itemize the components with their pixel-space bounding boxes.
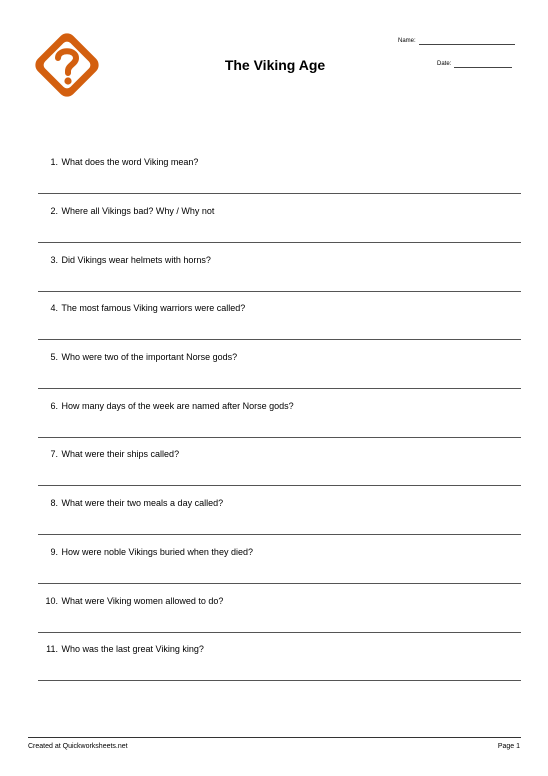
question-prompt: Who were two of the important Norse gods? (61, 352, 238, 362)
page-number: Page 1 (497, 743, 520, 750)
question-item (0, 547, 548, 596)
answer-line[interactable] (38, 291, 521, 292)
answer-line[interactable] (38, 680, 521, 681)
answer-line[interactable] (38, 193, 521, 194)
question-prompt: Did Vikings wear helmets with horns? (61, 255, 211, 265)
question-text (28, 547, 508, 558)
question-number: 1. (50, 157, 58, 167)
question-number: 3. (50, 255, 58, 265)
question-item (0, 157, 548, 206)
question-item (0, 255, 548, 304)
question-text (28, 596, 508, 607)
question-item (0, 206, 548, 255)
question-text (28, 255, 508, 266)
question-text (28, 352, 508, 363)
question-item (0, 352, 548, 401)
question-prompt: Who was the last great Viking king? (61, 644, 204, 654)
answer-line[interactable] (38, 388, 521, 389)
question-item (0, 449, 548, 498)
question-prompt: How were noble Vikings buried when they died? (61, 547, 253, 557)
name-field (398, 37, 515, 45)
question-text (28, 206, 508, 217)
question-text (28, 401, 508, 412)
question-prompt: Where all Vikings bad? Why / Why not (61, 206, 215, 216)
date-field (437, 60, 512, 68)
question-number: 9. (50, 547, 58, 557)
footer-credit: Created at Quickworksheets.net (28, 743, 128, 750)
question-number: 7. (50, 449, 58, 459)
question-prompt: What were their two meals a day called? (61, 498, 224, 508)
question-prompt: What were their ships called? (61, 449, 180, 459)
question-text (28, 449, 508, 460)
question-prompt: The most famous Viking warriors were called? (61, 303, 246, 313)
date-label: Date: (437, 61, 452, 67)
question-item (0, 498, 548, 547)
name-blank[interactable] (419, 37, 515, 45)
question-text (28, 498, 508, 509)
answer-line[interactable] (38, 534, 521, 535)
question-prompt: What were Viking women allowed to do? (61, 596, 224, 606)
question-number: 2. (50, 206, 58, 216)
question-prompt: What does the word Viking mean? (61, 157, 199, 167)
footer-divider (28, 737, 521, 738)
question-number: 10. (45, 596, 58, 606)
page-title: The Viking Age (224, 57, 326, 73)
question-number: 4. (50, 303, 58, 313)
question-text (28, 157, 508, 168)
question-item (0, 401, 548, 450)
date-blank[interactable] (454, 60, 512, 68)
answer-line[interactable] (38, 437, 521, 438)
question-mark-diamond-icon (29, 27, 105, 103)
question-item (0, 303, 548, 352)
question-item (0, 596, 548, 645)
question-item (0, 644, 548, 693)
question-number: 8. (50, 498, 58, 508)
answer-line[interactable] (38, 242, 521, 243)
name-label: Name: (398, 38, 416, 44)
answer-line[interactable] (38, 485, 521, 486)
answer-line[interactable] (38, 632, 521, 633)
question-text (28, 644, 508, 655)
answer-line[interactable] (38, 339, 521, 340)
question-number: 6. (50, 401, 58, 411)
question-prompt: How many days of the week are named after Norse gods? (61, 401, 294, 411)
question-number: 5. (50, 352, 58, 362)
question-text (28, 303, 508, 314)
answer-line[interactable] (38, 583, 521, 584)
question-number: 11. (46, 644, 58, 654)
